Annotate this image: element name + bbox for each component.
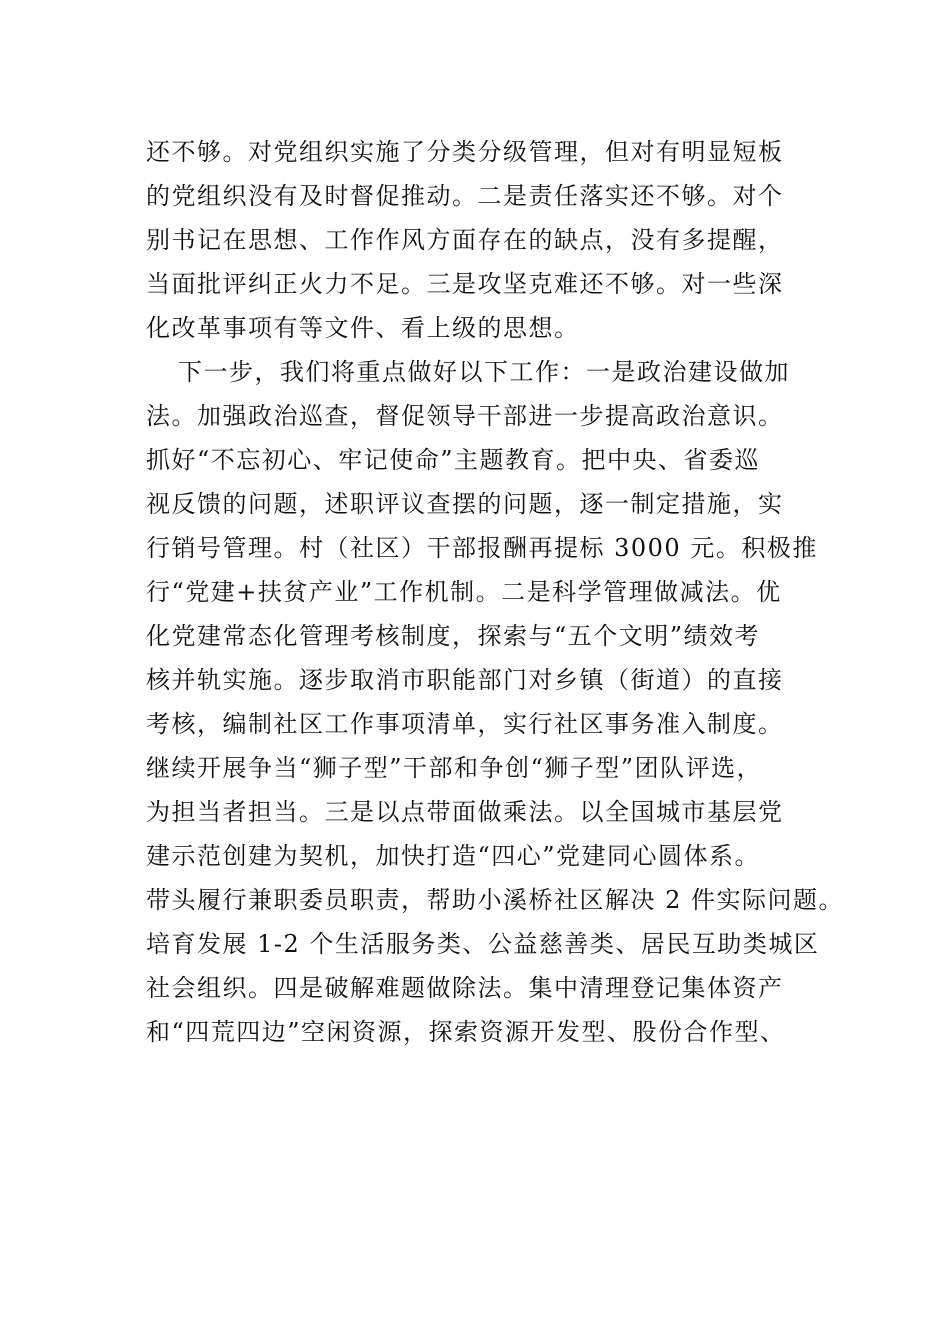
text-line: 继续开展争当“狮子型”干部和争创“狮子型”团队评选， [146, 754, 763, 782]
text-line: 和“四荒四边”空闲资源，探索资源开发型、股份合作型、 [146, 1018, 786, 1046]
text-line: 核并轨实施。逐步取消市职能部门对乡镇（街道）的直接 [146, 666, 784, 694]
text-line: 抓好“不忘初心、牢记使命”主题教育。把中央、省委巡 [146, 446, 761, 474]
text-line: 考核，编制社区工作事项清单，实行社区事务准入制度。 [146, 710, 784, 738]
text-line: 行销号管理。村（社区）干部报酬再提标 3000 元。积极推 [146, 534, 818, 562]
text-line: 带头履行兼职委员职责，帮助小溪桥社区解决 2 件实际问题。 [146, 886, 845, 914]
text-line: 还不够。对党组织实施了分类分级管理，但对有明显短板 [146, 138, 784, 166]
text-line: 的党组织没有及时督促推动。二是责任落实还不够。对个 [146, 182, 784, 210]
text-line: 培育发展 1-2 个生活服务类、公益慈善类、居民互助类城区 [146, 930, 820, 958]
text-line: 别书记在思想、工作作风方面存在的缺点，没有多提醒， [146, 226, 784, 254]
paragraph-first-line: 下一步，我们将重点做好以下工作：一是政治建设做加 [178, 358, 790, 386]
text-line: 建示范创建为契机，加快打造“四心”党建同心圆体系。 [146, 842, 761, 870]
text-line: 法。加强政治巡查，督促领导干部进一步提高政治意识。 [146, 402, 784, 430]
text-line: 为担当者担当。三是以点带面做乘法。以全国城市基层党 [146, 798, 784, 826]
text-line: 化改革事项有等文件、看上级的思想。 [146, 314, 580, 342]
text-line: 化党建常态化管理考核制度，探索与“五个文明”绩效考 [146, 622, 761, 650]
text-line: 社会组织。四是破解难题做除法。集中清理登记集体资产 [146, 974, 784, 1002]
text-line: 行“党建+扶贫产业”工作机制。二是科学管理做减法。优 [146, 578, 782, 606]
body-text [146, 130, 846, 1054]
text-line: 当面批评纠正火力不足。三是攻坚克难还不够。对一些深 [146, 270, 784, 298]
text-line: 视反馈的问题，述职评议查摆的问题，逐一制定措施，实 [146, 490, 784, 518]
